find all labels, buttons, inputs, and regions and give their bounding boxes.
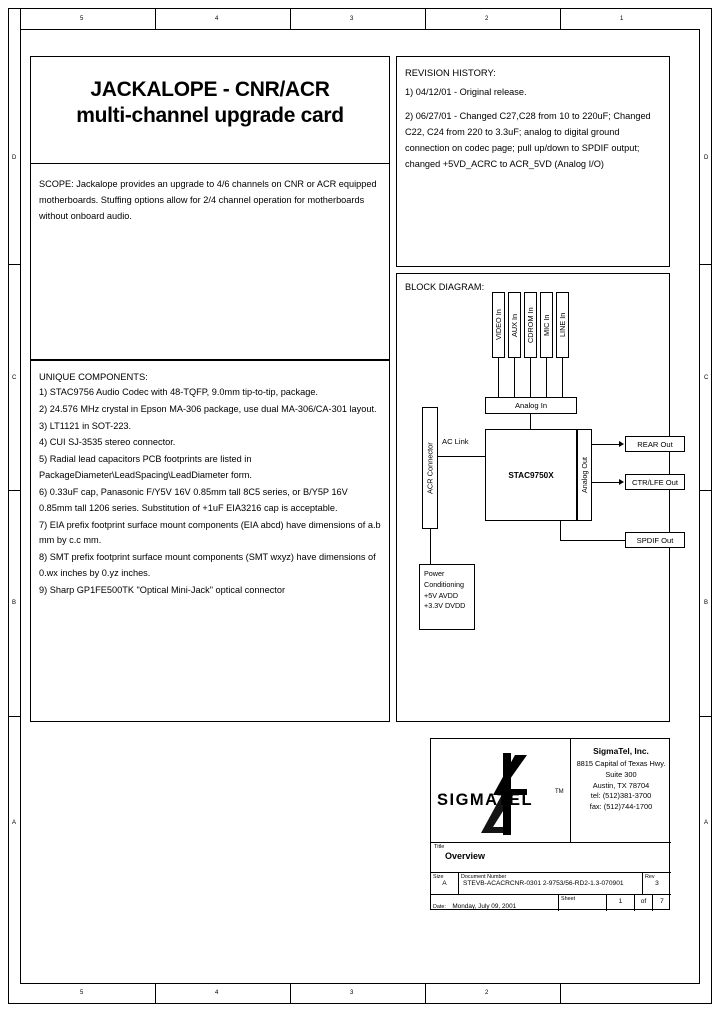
logo-wordmark: SIGMATEL	[437, 791, 534, 809]
zone-label-bottom-4: 4	[215, 990, 219, 996]
arrow-icon	[619, 441, 624, 447]
output-rear-out: REAR Out	[625, 436, 685, 452]
sheet-label: Sheet	[561, 896, 576, 902]
input-video-in: VIDEO In	[492, 292, 505, 358]
company-address-1: 8815 Capital of Texas Hwy.	[576, 759, 666, 769]
frame-tick	[290, 8, 291, 29]
list-item: 6) 0.33uF cap, Panasonic F/Y5V 16V 0.85mm tall 8C5 series, or B/Y5P 16V 0.85mm tall 1206 series. Substitution of +1uF EIA3216 cap is acceptable.	[39, 486, 348, 513]
revision-history-heading: REVISION HISTORY:	[405, 67, 496, 78]
wire-video-in	[498, 358, 499, 397]
drawing-title-value: Overview	[445, 851, 486, 861]
power-line-4: +3.3V DVDD	[424, 601, 466, 611]
output-spdif-out: SPDIF Out	[625, 532, 685, 548]
sheet-value: 1	[618, 898, 623, 905]
logo-trademark: TM	[555, 789, 564, 795]
date-value: Monday, July 09, 2001	[452, 903, 517, 910]
frame-tick	[425, 984, 426, 1004]
revision-value: 3	[655, 880, 659, 887]
drawing-title-label: Title	[434, 844, 445, 850]
power-conditioning-block	[419, 564, 475, 630]
frame-tick	[8, 716, 20, 717]
zone-label-right-a: A	[704, 820, 709, 826]
wire-spdif-out	[560, 540, 625, 541]
list-item: 5) Radial lead capacitors PCB footprints are listed in PackageDiameter\LeadSpacing\LeadDiameter form.	[39, 454, 252, 481]
zone-label-left-a: A	[12, 820, 17, 826]
sheet-label-cell	[559, 895, 607, 911]
unique-components-box	[30, 360, 390, 722]
wire-power	[430, 529, 431, 564]
frame-tick	[8, 264, 20, 265]
wire-ac-link	[438, 456, 485, 457]
power-line-1: Power	[424, 569, 445, 578]
frame-tick	[20, 8, 21, 29]
document-number-cell	[459, 873, 643, 894]
input-aux-in: AUX In	[508, 292, 521, 358]
revision-item: 1) 04/12/01 - Original release.	[405, 87, 527, 97]
analog-in-block: Analog In	[485, 397, 577, 414]
sheet-total-value: 7	[660, 898, 664, 905]
company-tel: tel: (512)381-3700	[590, 791, 652, 801]
size-cell	[431, 873, 459, 894]
wire-ctr-lfe-out	[592, 482, 620, 483]
input-cdrom-in: CDROM In	[524, 292, 537, 358]
title-block	[430, 738, 670, 910]
frame-tick	[700, 264, 712, 265]
page-title-line1: JACKALOPE - CNR/ACR	[90, 78, 330, 101]
size-label: Size	[433, 874, 444, 880]
page-title-line2: multi-channel upgrade card	[76, 104, 344, 128]
zone-label-bottom-5: 5	[80, 990, 84, 996]
block-diagram-canvas	[397, 274, 678, 721]
revision-label: Rev	[645, 874, 655, 880]
zone-label-left-d: D	[12, 155, 17, 161]
zone-label-bottom-3: 3	[350, 990, 354, 996]
zone-label-left-b: B	[12, 600, 17, 606]
page-title	[31, 57, 389, 130]
frame-tick	[290, 984, 291, 1004]
acr-connector-block: ACR Connector	[422, 407, 438, 529]
sheet-of-label: of	[640, 898, 647, 905]
wire-aux-in	[514, 358, 515, 397]
wire-spdif-drop	[560, 521, 561, 540]
sheet-of-cell	[635, 895, 653, 911]
title-block-row-docinfo	[431, 873, 671, 895]
wire-line-in	[562, 358, 563, 397]
sheet-number-cell	[607, 895, 635, 911]
revision-history-box	[396, 56, 670, 267]
frame-tick	[8, 490, 20, 491]
revision-cell	[643, 873, 671, 894]
zone-label-bottom-2: 2	[485, 990, 489, 996]
zone-label-top-5: 5	[80, 16, 84, 22]
unique-components-heading: UNIQUE COMPONENTS:	[39, 371, 148, 382]
list-item: 2) 24.576 MHz crystal in Epson MA-306 package, use dual MA-306/CA-301 layout.	[39, 403, 377, 414]
sheet-total-cell	[653, 895, 671, 911]
power-line-3: +5V AVDD	[424, 590, 459, 600]
unique-components-list	[31, 385, 389, 599]
company-info-cell	[571, 739, 671, 843]
arrow-icon	[619, 479, 624, 485]
revision-item: 2) 06/27/01 - Changed C27,C28 from 10 to 220uF; Changed C22, C24 from 220 to 3.3uF; analog to digital ground connection on codec page; pull up/down to SPDIF output; changed +5VD_ACRC to ACR_5VD (Analog I/O)	[405, 111, 651, 170]
wire-mic-in	[546, 358, 547, 397]
project-title-box	[30, 56, 390, 164]
wire-rear-out	[592, 444, 620, 445]
document-number-value: STEVB-ACACRCNR-0301 2-9753/56-RD2-1.3-070901	[463, 880, 624, 887]
zone-label-top-2: 2	[485, 16, 489, 22]
date-label: Date:	[433, 904, 446, 910]
zone-label-top-4: 4	[215, 16, 219, 22]
size-value: A	[442, 880, 447, 887]
company-address-2: Suite 300	[605, 769, 637, 779]
input-mic-in: MIC In	[540, 292, 553, 358]
frame-tick	[560, 984, 561, 1004]
frame-tick	[700, 716, 712, 717]
frame-tick	[155, 984, 156, 1004]
output-ctr-lfe-out: CTR/LFE Out	[625, 474, 685, 490]
company-logo-cell	[431, 739, 571, 843]
zone-label-right-c: C	[704, 375, 709, 381]
zone-label-right-d: D	[704, 155, 709, 161]
power-line-2: Conditioning	[424, 579, 464, 589]
scope-box	[30, 164, 390, 360]
list-item: 3) LT1121 in SOT-223.	[39, 420, 132, 431]
wire-cdrom-in	[530, 358, 531, 397]
frame-tick	[700, 490, 712, 491]
ac-link-label: AC Link	[442, 437, 469, 446]
block-diagram-box	[396, 273, 678, 722]
list-item: 4) CUI SJ-3535 stereo connector.	[39, 437, 176, 448]
list-item: 1) STAC9756 Audio Codec with 48-TQFP, 9.0mm tip-to-tip, package.	[39, 387, 318, 397]
zone-label-left-c: C	[12, 375, 17, 381]
input-line-in: LINE In	[556, 292, 569, 358]
frame-tick	[155, 8, 156, 29]
analog-out-block: Analog Out	[577, 429, 592, 521]
sigmatel-logo	[431, 739, 571, 843]
document-number-label: Document Number	[461, 874, 507, 880]
codec-block: STAC9750X	[485, 429, 577, 521]
title-block-row-date-sheet	[431, 895, 671, 911]
list-item: 7) EIA prefix footprint surface mount components (EIA abcd) have dimensions of a.b mm by c.c mm.	[39, 519, 381, 546]
zone-label-top-3: 3	[350, 16, 354, 22]
frame-tick	[560, 8, 561, 29]
drawing-title-cell	[431, 843, 671, 873]
scope-text: SCOPE: Jackalope provides an upgrade to 4/6 channels on CNR or ACR equipped motherboards. Stuffing options allow for 2/4 channel operation for motherboards without onboard audio.	[39, 179, 377, 222]
zone-label-right-b: B	[704, 600, 709, 606]
block-diagram-heading: BLOCK DIAGRAM:	[405, 282, 485, 292]
company-name: SigmaTel, Inc.	[593, 746, 649, 756]
zone-label-top-1: 1	[620, 16, 624, 22]
company-address-3: Austin, TX 78704	[592, 780, 650, 790]
frame-tick	[425, 8, 426, 29]
wire-analog-in-codec	[530, 414, 531, 429]
date-cell	[431, 895, 559, 911]
company-fax: fax: (512)744-1700	[589, 802, 653, 812]
list-item: 8) SMT prefix footprint surface mount components (SMT wxyz) have dimensions of 0.wx inches by 0.yz inches.	[39, 552, 376, 579]
list-item: 9) Sharp GP1FE500TK "Optical Mini-Jack" optical connector	[39, 584, 286, 595]
